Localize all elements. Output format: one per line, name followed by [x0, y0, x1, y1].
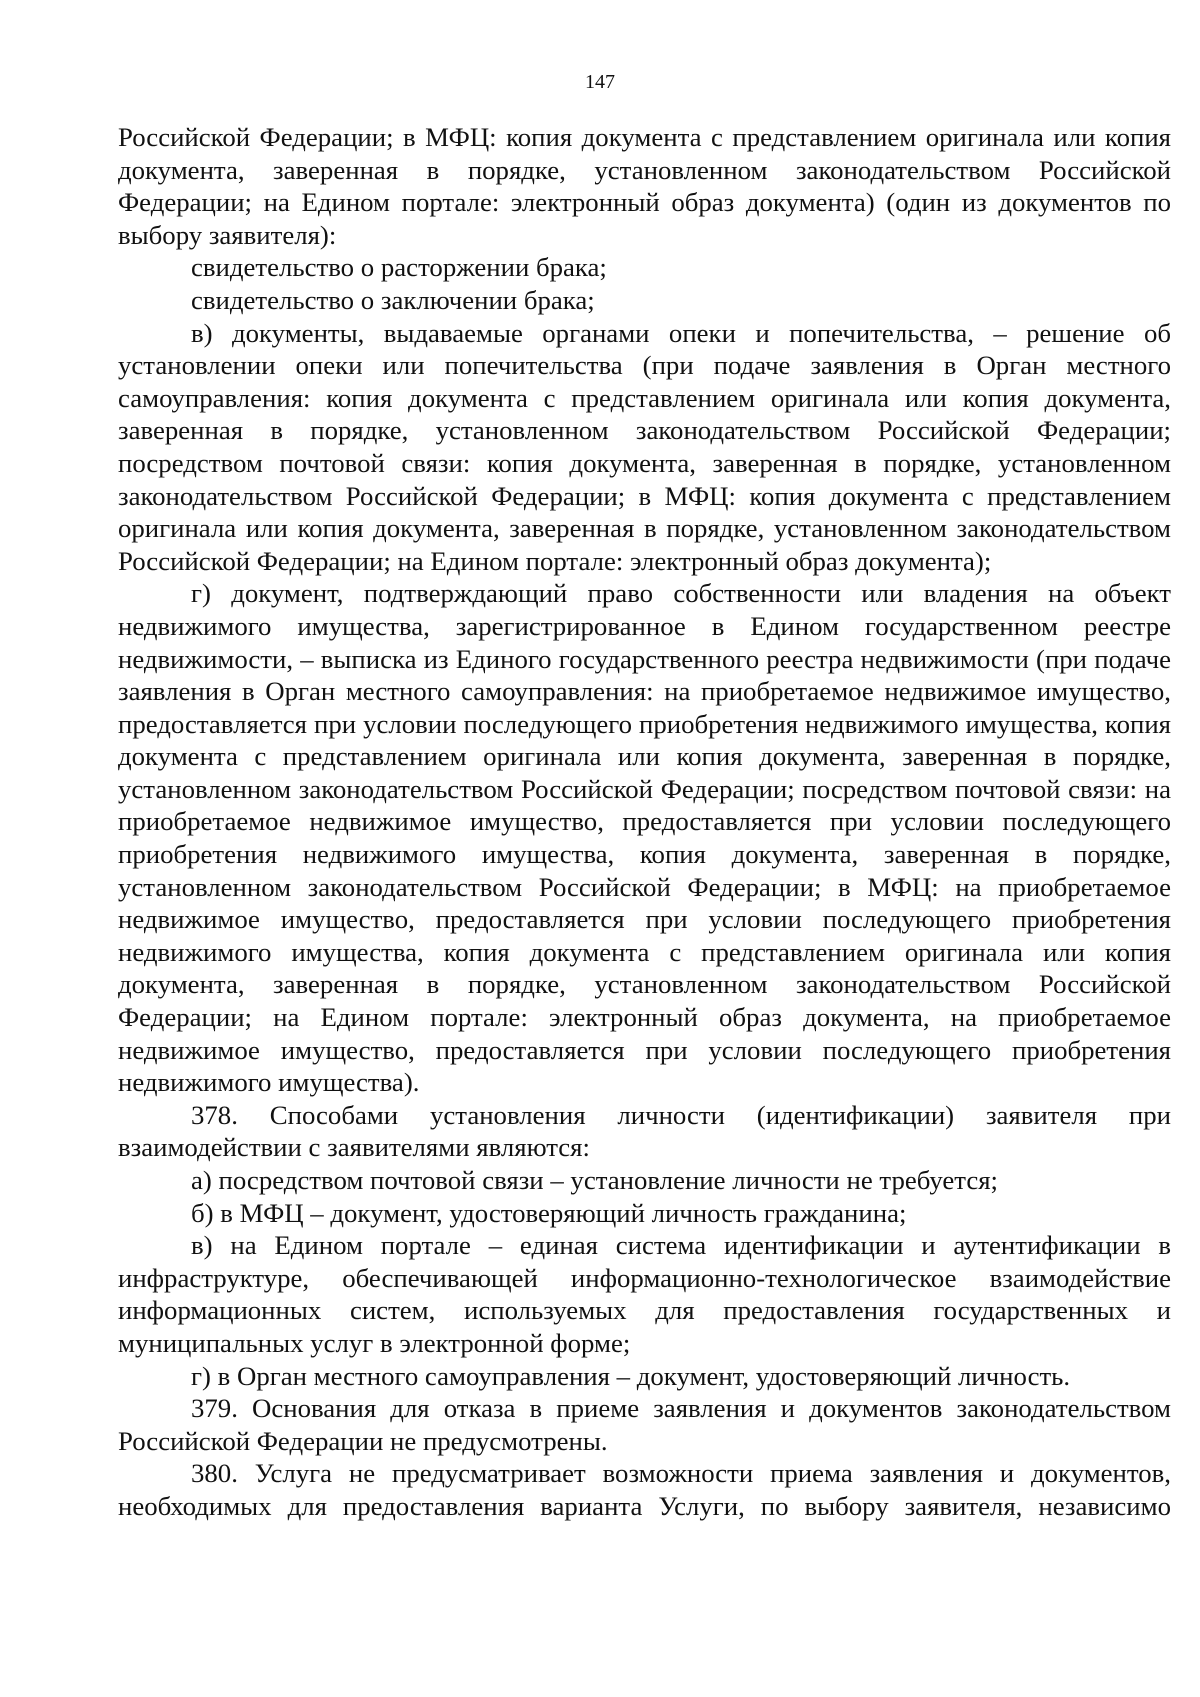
page-number: 147: [585, 71, 615, 93]
document-body: [118, 121, 1171, 1523]
paragraph-378-b: б) в МФЦ – документ, удостоверяющий личность гражданина;: [191, 1197, 907, 1228]
paragraph-divorce-certificate: свидетельство о расторжении брака;: [191, 252, 607, 283]
paragraph-item-g-property: г) документ, подтверждающий право собственности или владения на объект недвижимого имущества, зарегистрированное в Едином государственном реестре недвижимости, – выписка из Единого государственного реестра недвижимости (при подаче заявления в Орган местного самоуправления: на приобретаемое недвижимое имущество, предоставляется при условии последующего приобретения недвижимого имущества, копия документа с представлением оригинала или копия документа, заверенная в порядке, установленном законодательством Российской Федерации; посредством почтовой связи: на приобретаемое недвижимое имущество, предоставляется при условии последующего приобретения недвижимого имущества, копия документа, заверенная в порядке, установленном законодательством Российской Федерации; в МФЦ: на приобретаемое недвижимое имущество, предоставляется при условии последующего приобретения недвижимого имущества, копия документа с представлением оригинала или копия документа, заверенная в порядке, установленном законодательством Российской Федерации; на Едином портале: электронный образ документа, на приобретаемое недвижимое имущество, предоставляется при условии последующего приобретения недвижимого имущества).: [118, 578, 1171, 1098]
paragraph-378: 378. Способами установления личности (идентификации) заявителя при взаимодействии с заявителями являются:: [118, 1099, 1171, 1163]
paragraph-marriage-certificate: свидетельство о заключении брака;: [191, 284, 595, 315]
paragraph-378-a: а) посредством почтовой связи – установление личности не требуется;: [191, 1165, 998, 1195]
paragraph-continuation: Российской Федерации; в МФЦ: копия документа с представлением оригинала или копия документа, заверенная в порядке, установленном законодательством Российской Федерации; на Едином портале: электронный образ документа) (один из документов по выбору заявителя):: [118, 122, 1171, 250]
paragraph-379: 379. Основания для отказа в приеме заявления и документов законодательством Российской Федерации не предусмотрены.: [118, 1393, 1171, 1456]
paragraph-378-g: г) в Орган местного самоуправления – документ, удостоверяющий личность.: [191, 1360, 1071, 1391]
paragraph-378-v: в) на Едином портале – единая система идентификации и аутентификации в инфраструктуре, обеспечивающей информационно-технологическое взаимодействие информационных систем, используемых для предоставления государственных и муниципальных услуг в электронной форме;: [118, 1230, 1171, 1358]
paragraph-380: 380. Услуга не предусматривает возможности приема заявления и документов, необходимых для предоставления варианта Услуги, по выбору заявителя, независимо: [118, 1458, 1171, 1521]
paragraph-item-v-guardianship: в) документы, выдаваемые органами опеки и попечительства, – решение об установлении опеки или попечительства (при подаче заявления в Орган местного самоуправления: копия документа с представлением оригинала или копия документа, заверенная в порядке, установленном законодательством Российской Федерации; посредством почтовой связи: копия документа, заверенная в порядке, установленном законодательством Российской Федерации; в МФЦ: копия документа с представлением оригинала или копия документа, заверенная в порядке, установленном законодательством Российской Федерации; на Едином портале: электронный образ документа);: [118, 317, 1171, 576]
